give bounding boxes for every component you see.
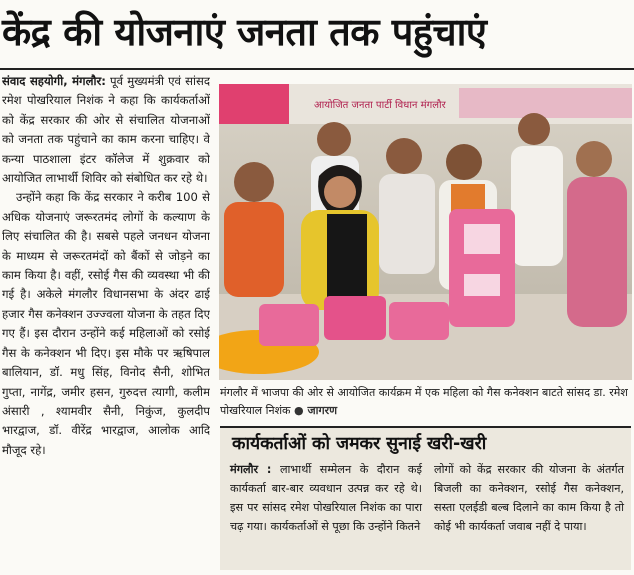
banner-pink-panel [219, 84, 289, 124]
sidebar-box [220, 426, 631, 570]
gas-connection-card-right [449, 209, 515, 327]
article-dateline: संवाद सहयोगी, मंगलौर: [2, 74, 106, 88]
headline-rule [0, 68, 634, 70]
caption-text: मंगलौर में भाजपा की ओर से आयोजित कार्यक्रम में एक महिला को गैस कनेक्शन बाटते सांसद डा. रमेश पोखरियाल निशंक [220, 386, 628, 417]
photo-credit: ● जागरण [294, 404, 338, 417]
sidebar-column-2: लोगों को केंद्र सरकार की योजना के अंतर्गत बिजली का कनेक्शन, रसोई गैस कनेक्शन, सस्ता एलईडी बल्ब दिलाने का काम किया है तो कोई भी कार्यकर्ता जवाब नहीं दे पाया। [434, 463, 624, 533]
article-paragraph-1-text: पूर्व मुख्यमंत्री एवं सांसद रमेश पोखरियाल निशंक ने कहा कि कार्यकर्ताओं को केंद्र सरकार की ओर से संचालित योजनाओं को जनता तक पहुंचाने का काम करना चाहिए। वे कन्या पाठशाला इंटर कॉलेज में शुक्रवार को आयोजित लाभार्थी शिविर को संबोधित कर रहे थे। [2, 74, 210, 186]
headline: केंद्र की योजनाएं जनता तक पहुंचाएं [2, 10, 487, 54]
sidebar-dateline: मंगलौर : [230, 463, 272, 476]
article-body [2, 72, 210, 572]
news-photo [219, 84, 632, 380]
photo-caption [220, 384, 630, 422]
sidebar-column-1 [230, 460, 422, 536]
sidebar-title: कार्यकर्ताओं को जमकर सुनाई खरी-खरी [232, 434, 487, 454]
article-paragraph-1 [2, 72, 210, 188]
news-photo-illustration [219, 84, 632, 380]
banner-text: आयोजित जनता पार्टी विधान मंगलौर [314, 100, 446, 111]
sidebar-column-1-text: लाभार्थी सम्मेलन के दौरान कई कार्यकर्ता बार-बार व्यवधान उत्पन्न कर रहे थे। इस पर सांसद रमेश पोखरियाल निशंक का पारा चढ़ गया। कार्यकर्ताओं से पूछा कि उन्होंने कितने [230, 463, 422, 533]
article-paragraph-2: उन्होंने कहा कि केंद्र सरकार ने करीब 100 से अधिक योजनाएं जरूरतमंद लोगों के कल्याण के लिए संचालित की है। सबसे पहले जनधन योजना के माध्यम से जरूरतमंदों को बैंकों से जोड़ने का काम किया है। वहीं, रसोई गैस की व्यवस्था भी की गई है। अकेले मंगलौर विधानसभा के अंदर ढाई हजार गैस कनेक्शन उज्ज्वला योजना के तहत दिए गए हैं। इस दौरान उन्होंने कई महिलाओं को रसोई गैस के कनेक्शन भी दिए। इस मौके पर ऋषिपाल बालियान, डॉ. मधु सिंह, विनोद सैनी, शोभित गुप्ता, नागेंद्र, जमीर हसन, गुरुदत्त त्यागी, कलीम अंसारी , श्यामवीर सैनी, निकुंज, कुलदीप भारद्वाज, डॉ. वीरेंद्र भारद्वाज, आलोक आदि मौजूद रहे। [2, 190, 210, 457]
banner-portraits [459, 88, 632, 118]
